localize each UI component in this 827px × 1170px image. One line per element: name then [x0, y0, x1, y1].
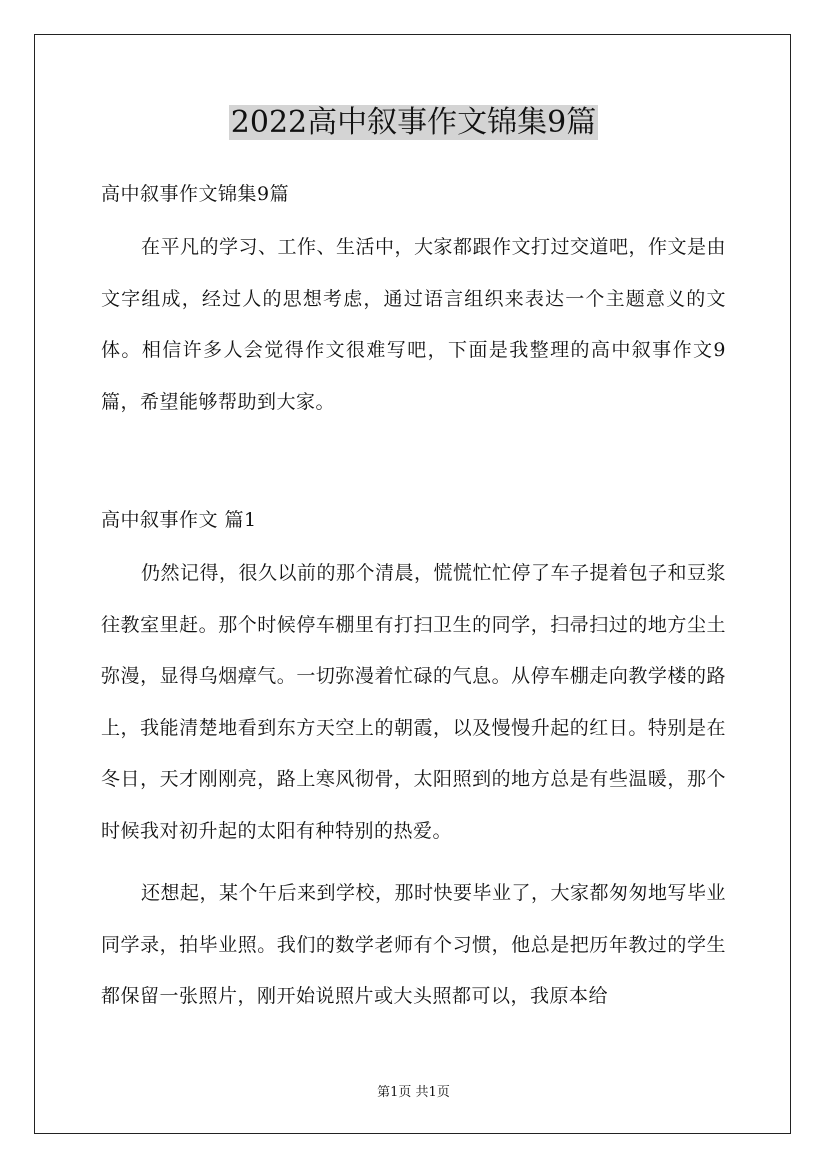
body-paragraph-1: 仍然记得，很久以前的那个清晨，慌慌忙忙停了车子提着包子和豆浆往教室里赶。那个时候停车棚里有打扫卫生的同学，扫帚扫过的地方尘土弥漫，显得乌烟瘴气。一切弥漫着忙碌的气息。从停车棚走向教学楼的路上，我能清楚地看到东方天空上的朝霞，以及慢慢升起的红日。特别是在冬日，天才刚刚亮，路上寒风彻骨，太阳照到的地方总是有些温暖，那个时候我对初升起的太阳有种特别的热爱。 [101, 562, 727, 842]
page-footer: 第1页 共1页 [377, 1085, 450, 1100]
document-title-text: 2022高中叙事作文锦集9篇 [230, 105, 597, 140]
document-subtitle: 高中叙事作文锦集9篇 [101, 183, 290, 205]
section-heading: 高中叙事作文 篇1 [101, 509, 257, 531]
body-paragraph-2: 还想起，某个午后来到学校，那时快要毕业了，大家都匆匆地写毕业同学录，拍毕业照。我们的数学老师有个习惯，他总是把历年教过的学生都保留一张照片，刚开始说照片或大头照都可以，我原本给 [101, 882, 727, 1007]
document-title [0, 100, 827, 146]
intro-paragraph: 在平凡的学习、工作、生活中，大家都跟作文打过交道吧，作文是由文字组成，经过人的思想考虑，通过语言组织来表达一个主题意义的文体。相信许多人会觉得作文很难写吧，下面是我整理的高中叙事作文9篇，希望能够帮助到大家。 [101, 236, 727, 413]
